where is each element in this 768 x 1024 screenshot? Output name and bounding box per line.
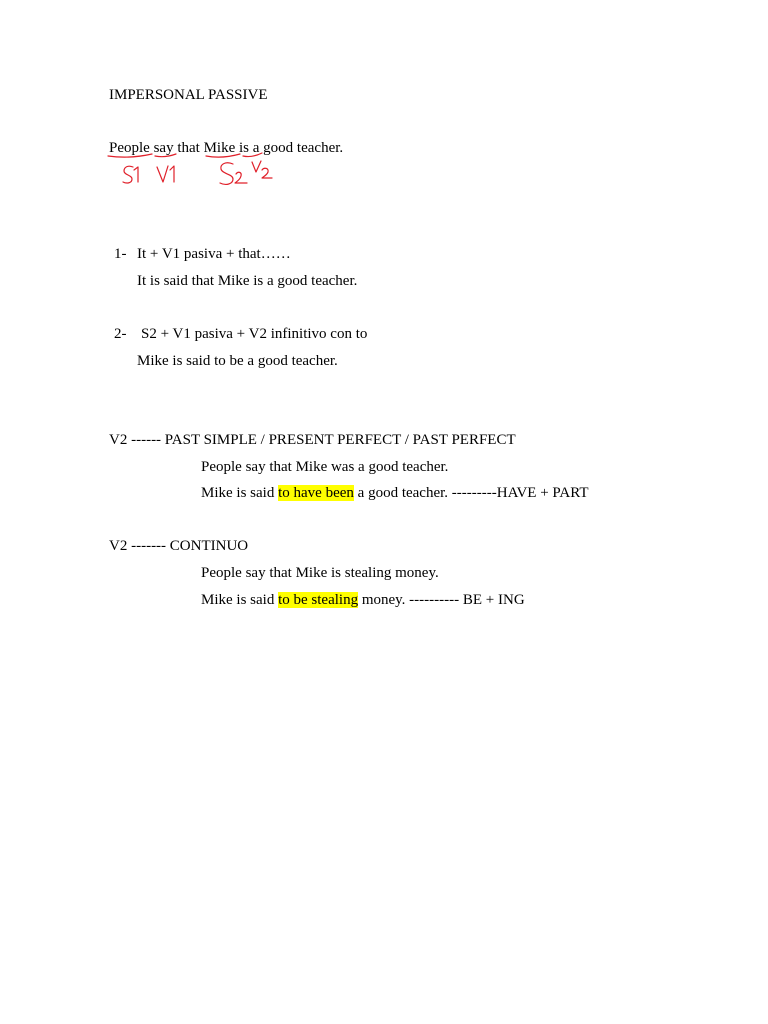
section1-heading: V2 ------ PAST SIMPLE / PRESENT PERFECT / PAST PERFECT <box>109 432 516 448</box>
example-word-is: is <box>239 140 250 156</box>
section1-highlight: to have been <box>278 485 354 501</box>
handwritten-v1 <box>157 166 174 182</box>
section2-example2 <box>201 591 525 609</box>
rule2-marker: 2- <box>114 326 127 342</box>
section1-example2-pre: Mike is said <box>201 485 279 501</box>
example-sentence <box>109 139 343 157</box>
section2-highlight: to be stealing <box>278 592 359 608</box>
rule2-formula: S2 + V1 pasiva + V2 infinitivo con to <box>141 326 368 342</box>
example-word-people: People <box>109 140 150 156</box>
example-word-that: that <box>173 140 204 156</box>
handwritten-s2 <box>220 163 247 185</box>
section2-example2-post: money. ---------- BE + ING <box>358 592 525 608</box>
section2-example1: People say that Mike is stealing money. <box>201 565 439 581</box>
rule1-marker: 1- <box>114 246 127 262</box>
handwritten-s1 <box>123 166 138 183</box>
rule1-formula: It + V1 pasiva + that…… <box>137 246 291 262</box>
example-word-say: say <box>153 140 174 156</box>
rule1-example: It is said that Mike is a good teacher. <box>137 273 358 289</box>
section1-example2 <box>201 484 589 502</box>
rule2-example: Mike is said to be a good teacher. <box>137 353 338 369</box>
section2-heading: V2 ------- CONTINUO <box>109 538 249 554</box>
example-rest: a good teacher. <box>249 140 344 156</box>
example-word-mike: Mike <box>203 140 236 156</box>
section1-example2-post: a good teacher. ---------HAVE + PART <box>353 485 589 501</box>
section2-example2-pre: Mike is said <box>201 592 279 608</box>
document-title: IMPERSONAL PASSIVE <box>109 87 268 103</box>
handwritten-v2 <box>252 161 272 178</box>
section1-example1: People say that Mike was a good teacher. <box>201 459 449 475</box>
